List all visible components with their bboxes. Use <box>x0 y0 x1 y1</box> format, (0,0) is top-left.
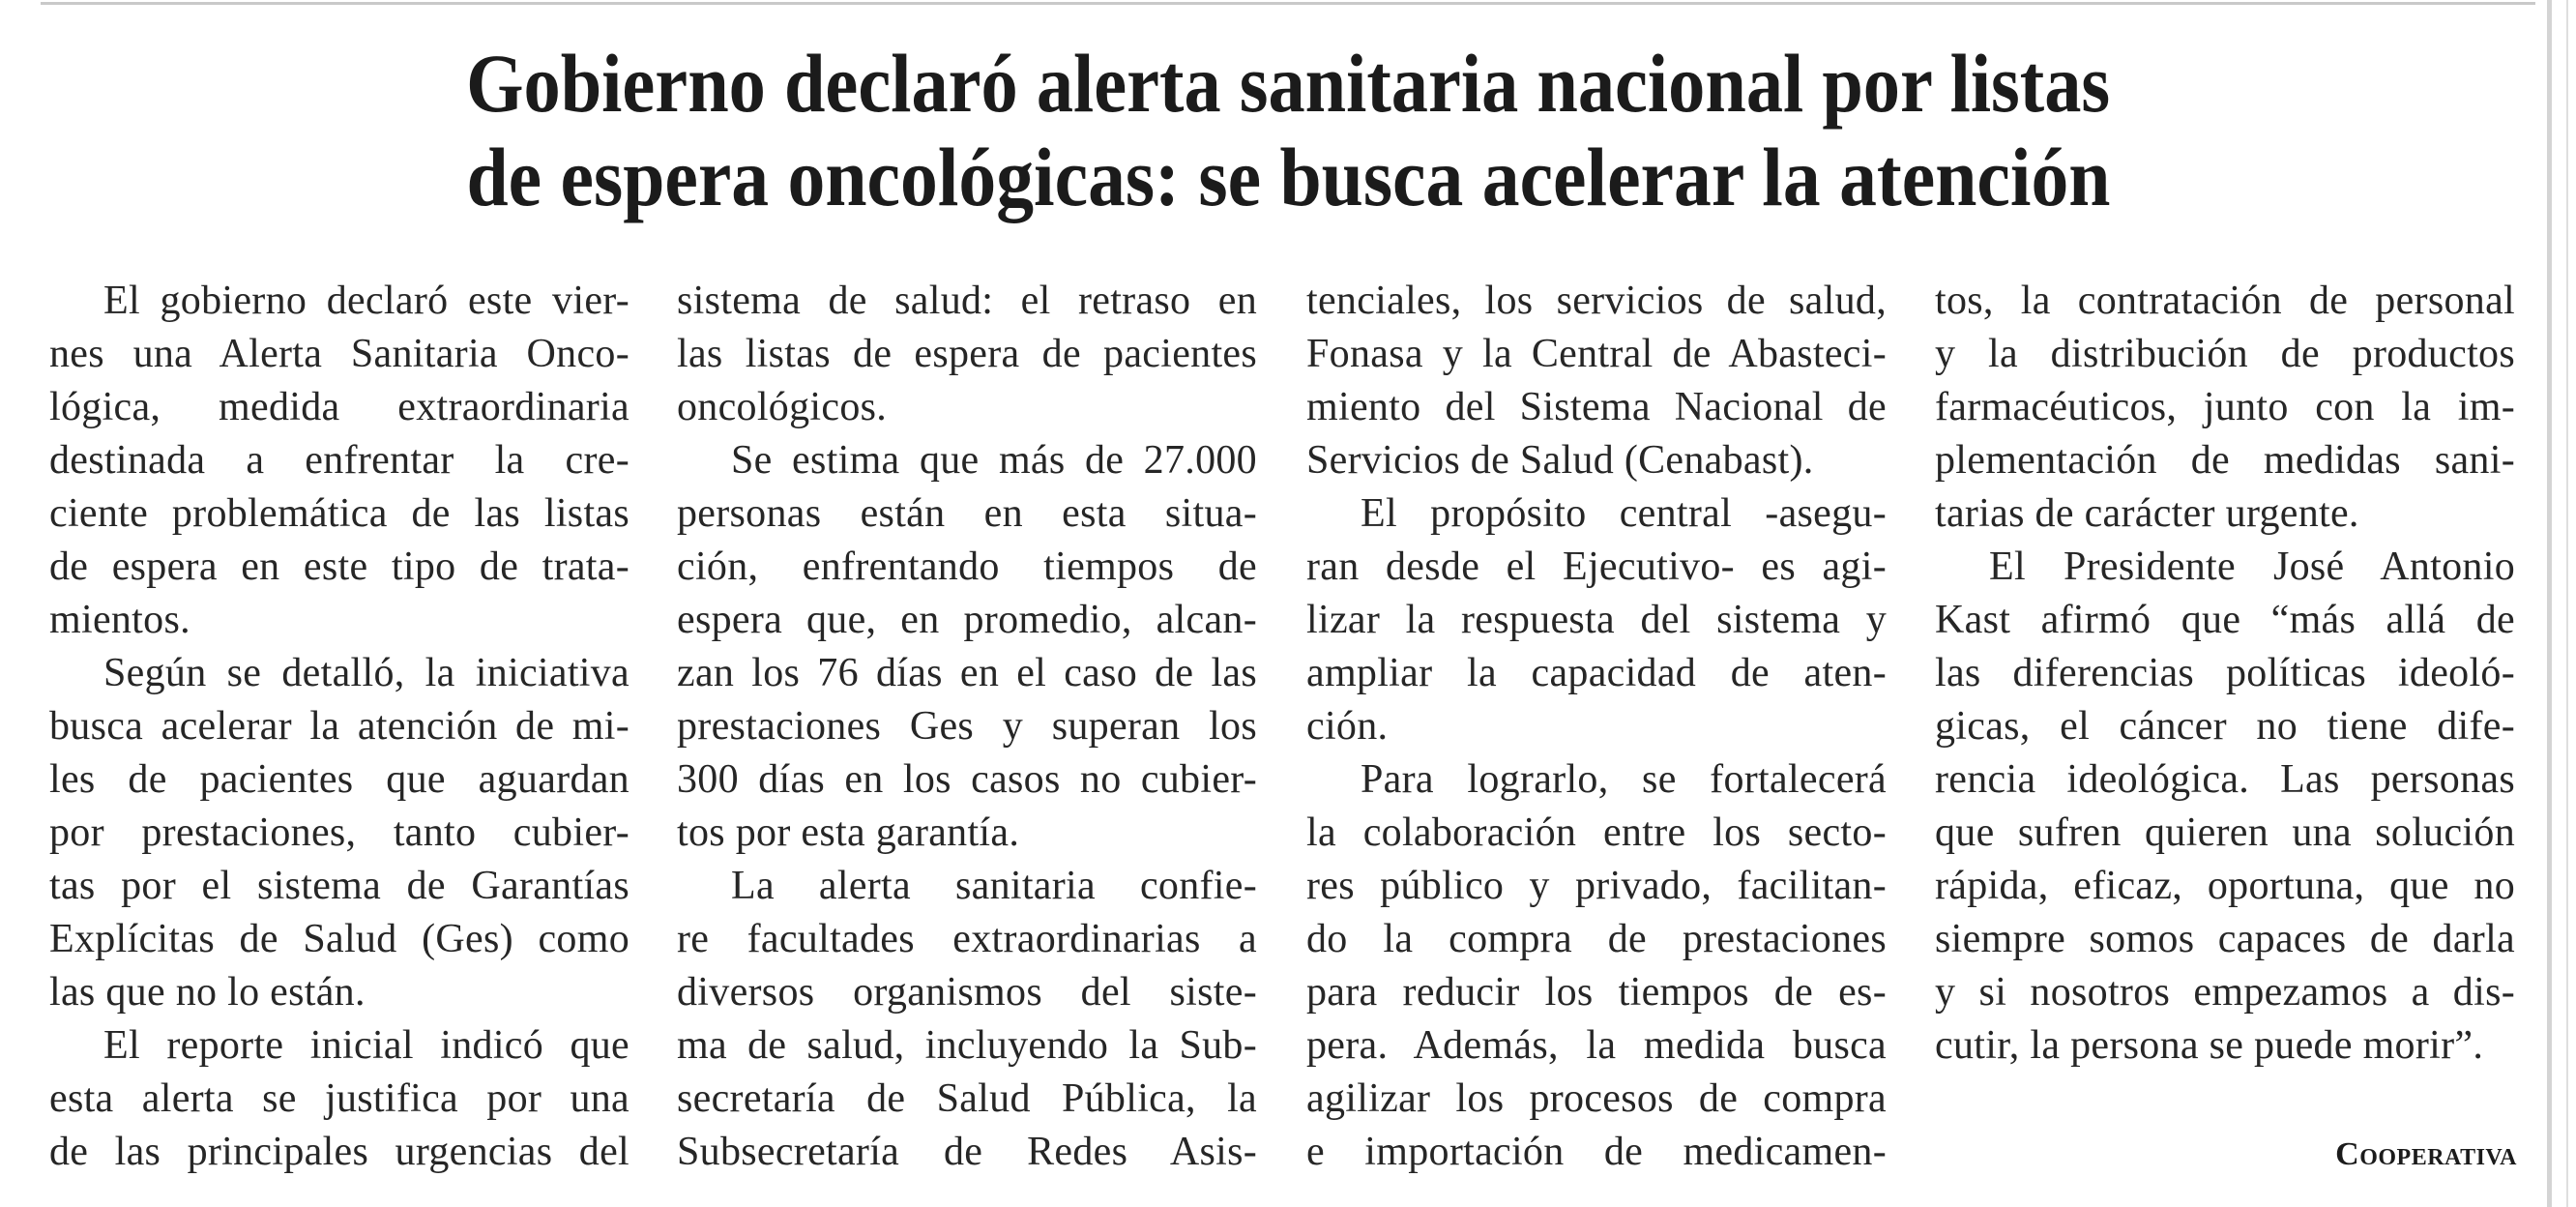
text-line: ciente problemática de las listas <box>49 491 629 536</box>
text-line: gicas, el cáncer no tiene dife- <box>1935 704 2515 749</box>
text-line: lógica, medida extraordinaria <box>49 385 629 429</box>
text-line: las que no lo están. <box>49 970 366 1015</box>
text-line: espera que, en promedio, alcan- <box>677 598 1257 642</box>
text-line: zan los 76 días en el caso de las <box>677 651 1257 695</box>
text-line: ción. <box>1306 704 1389 749</box>
text-line: les de pacientes que aguardan <box>49 757 629 802</box>
text-line: tarias de carácter urgente. <box>1935 491 2359 536</box>
text-line: 300 días en los casos no cubier- <box>677 757 1257 802</box>
text-line: nes una Alerta Sanitaria Onco- <box>49 332 629 376</box>
text-line: lizar la respuesta del sistema y <box>1306 598 1887 642</box>
text-line: Se estima que más de 27.000 <box>731 438 1257 483</box>
text-line: secretaría de Salud Pública, la <box>677 1076 1257 1121</box>
text-line: res público y privado, facilitan- <box>1306 864 1887 908</box>
text-line: El propósito central -asegu- <box>1361 491 1887 536</box>
headline-text-1: Gobierno declaró alerta sanitaria nacional por listas <box>466 37 2110 130</box>
text-line: Según se detalló, la iniciativa <box>103 651 629 695</box>
text-line: pera. Además, la medida busca <box>1306 1023 1887 1068</box>
article-column-4 <box>1935 275 2515 1073</box>
text-line: busca acelerar la atención de mi- <box>49 704 629 749</box>
text-line: que sufren quieren una solución <box>1935 810 2515 855</box>
text-line: para reducir los tiempos de es- <box>1306 970 1887 1015</box>
text-line: miento del Sistema Nacional de <box>1306 385 1887 429</box>
text-line: las diferencias políticas ideoló- <box>1935 651 2515 695</box>
text-line: La alerta sanitaria confie- <box>731 864 1257 908</box>
text-line: ción, enfrentando tiempos de <box>677 545 1257 589</box>
text-line: y la distribución de productos <box>1935 332 2515 376</box>
article-column-1 <box>49 275 629 1179</box>
text-line: por prestaciones, tanto cubier- <box>49 810 629 855</box>
text-line: tos por esta garantía. <box>677 810 1020 855</box>
text-line: prestaciones Ges y superan los <box>677 704 1257 749</box>
text-line: ran desde el Ejecutivo- es agi- <box>1306 545 1887 589</box>
article-column-2 <box>677 275 1257 1179</box>
text-line: la colaboración entre los secto- <box>1306 810 1887 855</box>
text-line: y si nosotros empezamos a dis- <box>1935 970 2515 1015</box>
text-line: Explícitas de Salud (Ges) como <box>49 917 629 961</box>
text-line: e importación de medicamen- <box>1306 1130 1887 1174</box>
text-line: Para lograrlo, se fortalecerá <box>1361 757 1887 802</box>
text-line: Servicios de Salud (Cenabast). <box>1306 438 1814 483</box>
text-line: esta alerta se justifica por una <box>49 1076 629 1121</box>
text-line: tenciales, los servicios de salud, <box>1306 279 1887 323</box>
text-line: las listas de espera de pacientes <box>677 332 1257 376</box>
text-line: plementación de medidas sani- <box>1935 438 2515 483</box>
text-line: destinada a enfrentar la cre- <box>49 438 629 483</box>
text-line: farmacéuticos, junto con la im- <box>1935 385 2515 429</box>
text-line: de espera en este tipo de trata- <box>49 545 629 589</box>
text-line: diversos organismos del siste- <box>677 970 1257 1015</box>
headline-line-2 <box>0 131 2576 224</box>
text-line: re facultades extraordinarias a <box>677 917 1257 961</box>
text-line: Kast afirmó que “más allá de <box>1935 598 2515 642</box>
text-line: rencia ideológica. Las personas <box>1935 757 2515 802</box>
text-line: cutir, la persona se puede morir”. <box>1935 1023 2484 1068</box>
text-line: El gobierno declaró este vier- <box>103 279 629 323</box>
text-line: oncológicos. <box>677 385 888 429</box>
text-line: Fonasa y la Central de Abasteci- <box>1306 332 1887 376</box>
text-line: ampliar la capacidad de aten- <box>1306 651 1887 695</box>
text-line: rápida, eficaz, oportuna, que no <box>1935 864 2515 908</box>
text-line: Subsecretaría de Redes Asis- <box>677 1130 1257 1174</box>
text-line: El Presidente José Antonio <box>1989 545 2515 589</box>
headline-line-1 <box>0 37 2576 131</box>
text-line: do la compra de prestaciones <box>1306 917 1887 961</box>
headline-text-2: de espera oncológicas: se busca acelerar la atención <box>466 131 2110 223</box>
page-border-top <box>41 2 2535 5</box>
text-line: siempre somos capaces de darla <box>1935 917 2515 961</box>
text-line: de las principales urgencias del <box>49 1130 629 1174</box>
text-line: personas están en esta situa- <box>677 491 1257 536</box>
headline <box>0 37 2576 224</box>
text-line: tos, la contratación de personal <box>1935 279 2515 323</box>
text-line: tas por el sistema de Garantías <box>49 864 629 908</box>
source-logo: Cooperativa <box>2335 1136 2517 1172</box>
text-line: El reporte inicial indicó que <box>103 1023 629 1068</box>
text-line: ma de salud, incluyendo la Sub- <box>677 1023 1257 1068</box>
text-line: agilizar los procesos de compra <box>1306 1076 1887 1121</box>
article-column-3 <box>1306 275 1887 1179</box>
text-line: sistema de salud: el retraso en <box>677 279 1257 323</box>
text-line: mientos. <box>49 598 190 642</box>
